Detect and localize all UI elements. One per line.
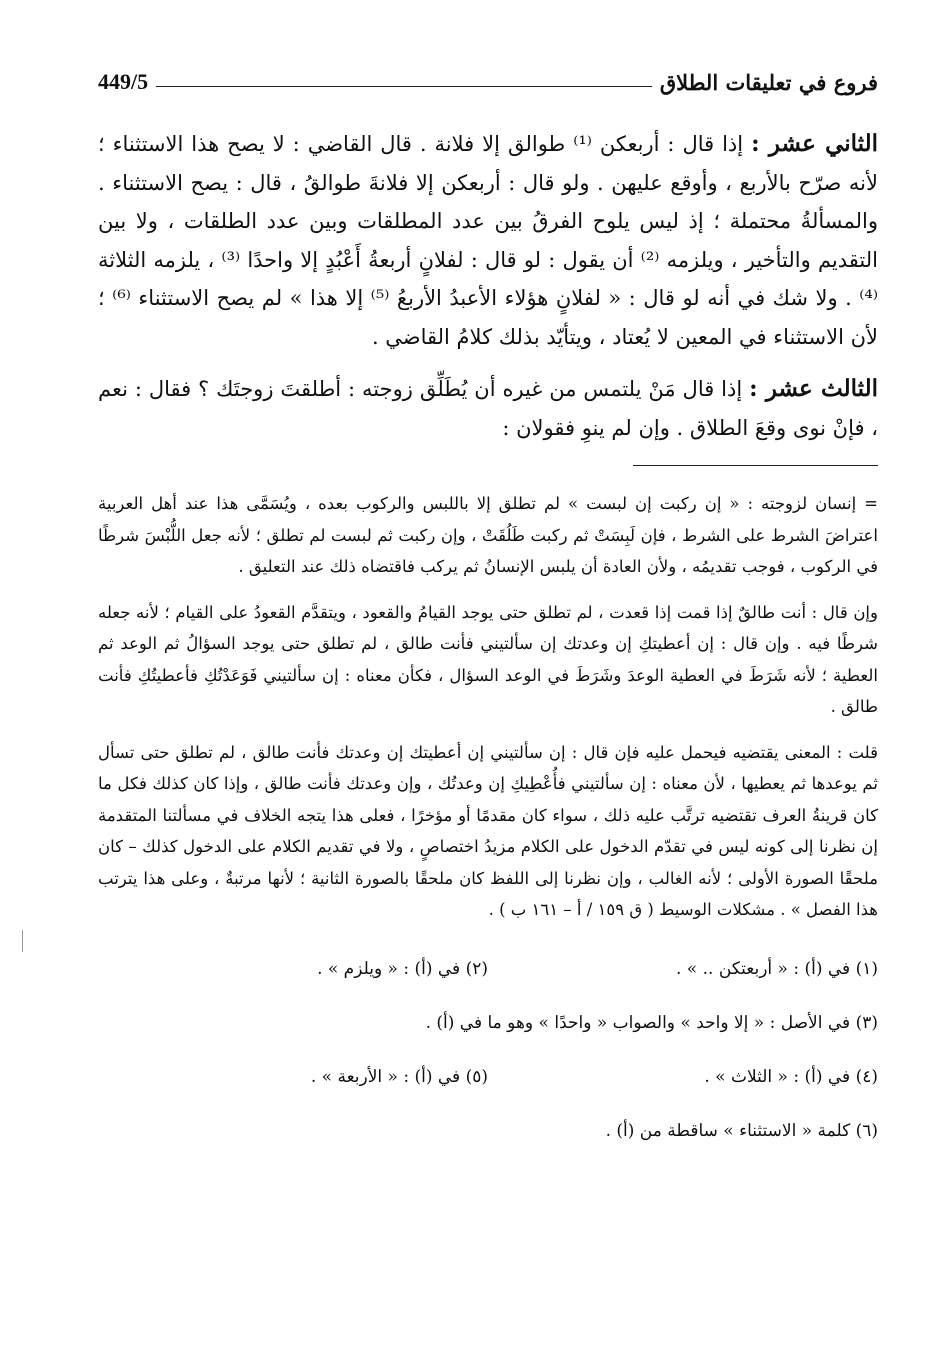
footnote-4: (٤) في (أ) : « الثلاث » . bbox=[704, 1066, 878, 1087]
scan-mark bbox=[22, 930, 23, 952]
paragraph-heading: الثاني عشر : bbox=[751, 130, 878, 157]
footnote-row bbox=[98, 1050, 878, 1104]
footnote-2: (٢) في (أ) : « ويلزم » . bbox=[317, 958, 488, 979]
footnote-6: (٦) كلمة « الاستثناء » ساقطة من (أ) . bbox=[605, 1120, 878, 1141]
footnotes bbox=[98, 942, 878, 1158]
page-number: 449/5 bbox=[98, 69, 149, 94]
note-paragraph: = إنسان لزوجته : « إن ركبت إن لبست » لم تطلق إلا باللبس والركوب بعده ، ويُسَمَّى هذا عند أهل العربية اعتراضَ الشرط على الشرط ، فإن لَبِسَتْ ثم ركبت طَلُقَتْ ، وإن ركبت ثم لبست لم تطلق ؛ لأنه جعل اللُّبْسَ شرطًا في الركوب ، فوجب تقديمُه ، ولأن العادة أن يلبس الإنسانُ ثم يركب فاقتضاه ذلك عند التعليق . bbox=[98, 494, 878, 576]
footnote-1: (١) في (أ) : « أربعتكن .. » . bbox=[676, 958, 878, 979]
running-header bbox=[98, 55, 878, 95]
header-title: فروع في تعليقات الطلاق bbox=[659, 70, 878, 95]
header-rule bbox=[156, 86, 652, 87]
notes-section bbox=[98, 488, 878, 926]
note-paragraph: قلت : المعنى يقتضيه فيحمل عليه فإن قال : إن سألتيني إن أعطيتك إن وعدتك فأنت طالق ، لم تطلق حتى تسأل ثم يوعدها ثم يعطيها ، لأن معناه : إن سألتيني فأُعْطِيكِ إن وعدتُك ، وإن وعدتك فأنت طالق ، وإذا كان كذلك فكل ما كان قرينةُ العرف تقتضيه ترتَّب عليه ذلك ، سواء كان مقدمًا أو مؤخرًا ، فعلى هذا يتجه الخلاف في مسألتنا المتقدمة إن نظرنا إلى كونه ليس في تقدّم الدخول على الكلام مزيدُ اختصاصٍ ، ولا في تقديم الكلام على الدخول كذلك – كان ملحقًا الصورة الأولى ؛ لأنه الغالب ، وإن نظرنا إلى اللفظ كان ملحقًا بالصورة الثانية ؛ لأنها مرتبةٌ ، وعلى هذا يترتب هذا الفصل » . مشكلات الوسيط ( ق ١٥٩ / أ – ١٦١ ب ) . bbox=[98, 742, 878, 919]
note-paragraph: وإن قال : أنت طالقٌ إذا قمت إذا قعدت ، لم تطلق حتى يوجد القيامُ والقعود ، ويتقدَّم القعودُ على القيام ؛ لأنه جعله شرطًا فيه . وإن قال : إن أعطيتكِ إن وعدتك إن سألتيني فأنت طالق ، لم تطلق حتى يوجد السؤالُ ثم الوعد ثم العطية ؛ لأنه شَرَطَ في العطية الوعدَ وشَرَطَ في الوعد السؤال ، فكأن معناه : إن سألتيني فَوَعَدْتُكِ فأعطيتُكِ فأنت طالق . bbox=[98, 602, 878, 716]
paragraph-heading: الثالث عشر : bbox=[749, 375, 878, 402]
footnote-5: (٥) في (أ) : « الأربعة » . bbox=[310, 1066, 488, 1087]
notes-separator bbox=[633, 465, 878, 466]
book-page bbox=[98, 55, 878, 1158]
footnote-row bbox=[98, 1104, 878, 1158]
paragraph-body: إذا قال : أربعكن ⁽¹⁾ طوالق إلا فلانة . قال القاضي : لا يصح هذا الاستثناء ؛ لأنه صرّح بالأربع ، وأوقع عليهن . ولو قال : أربعكن إلا فلانةَ طوالقُ ، قال : يصح الاستثناء . والمسألةُ محتملة ؛ إذ ليس يلوح الفرقُ بين عدد المطلقات وبين عدد الطلقات ، ولا بين التقديم والتأخير ، ويلزمه ⁽²⁾ أن يقول : لو قال : لفلانٍ أربعةُ أَعْبُدٍ إلا واحدًا ⁽³⁾ ، يلزمه الثلاثة ⁽⁴⁾ . ولا شك في أنه لو قال : « لفلانٍ هؤلاء الأعبدُ الأربعُ ⁽⁵⁾ إلا هذا » لم يصح الاستثناء ⁽⁶⁾ ؛ لأن الاستثناء في المعين لا يُعتاد ، ويتأيّد بذلك كلامُ القاضي . bbox=[98, 132, 879, 349]
footnote-row bbox=[98, 942, 878, 996]
paragraph-thirteenth bbox=[98, 370, 878, 447]
footnote-3: (٣) في الأصل : « إلا واحد » والصواب « واحدًا » وهو ما في (أ) . bbox=[425, 1012, 878, 1033]
footnote-row bbox=[98, 996, 878, 1050]
paragraph-twelfth bbox=[98, 125, 878, 356]
paragraph-body: إذا قال مَنْ يلتمس من غيره أن يُطَلِّق زوجته : أطلقتَ زوجتَك ؟ فقال : نعم ، فإنْ نوى وقعَ الطلاق . وإن لم ينوِ فقولان : bbox=[98, 377, 878, 440]
main-text bbox=[98, 125, 878, 447]
